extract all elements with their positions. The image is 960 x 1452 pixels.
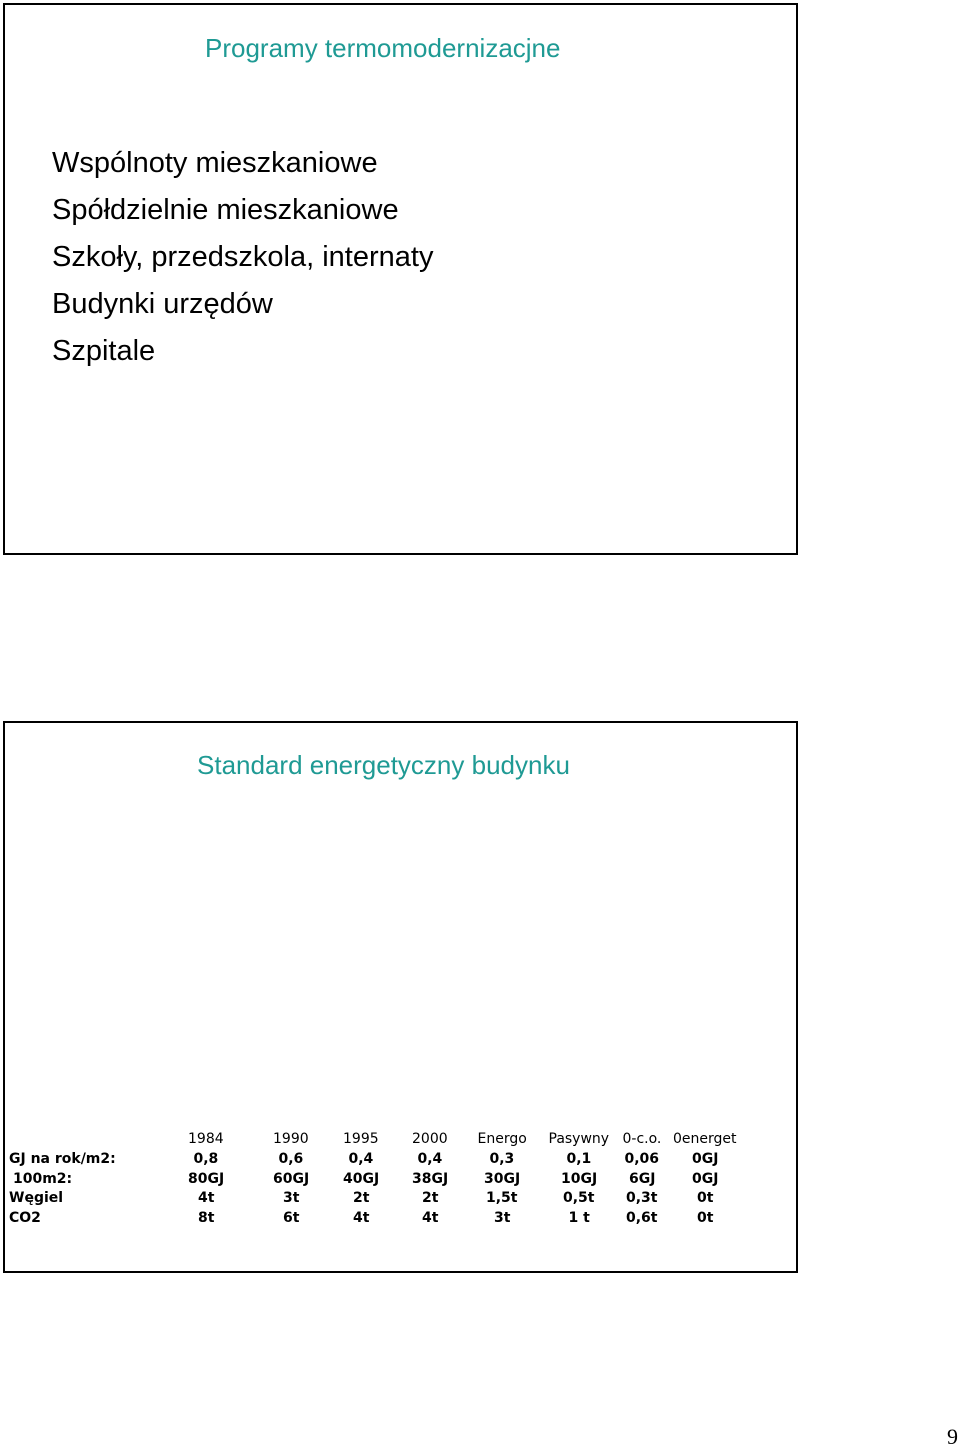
list-item: Szpitale bbox=[52, 335, 156, 367]
list-item: Wspólnoty mieszkaniowe bbox=[52, 147, 378, 179]
table-cell: 0,3t bbox=[626, 1190, 658, 1206]
table-cell: 0,6t bbox=[626, 1210, 658, 1226]
table-cell: 10GJ bbox=[561, 1171, 598, 1187]
table-cell: 0,4 bbox=[417, 1151, 443, 1167]
table-cell: 0,4 bbox=[348, 1151, 374, 1167]
row-label: Węgiel bbox=[9, 1190, 64, 1206]
table-cell: 0,6 bbox=[278, 1151, 304, 1167]
table-cell: 60GJ bbox=[273, 1171, 310, 1187]
table-cell: 6t bbox=[283, 1210, 300, 1226]
table-cell: 4t bbox=[198, 1190, 215, 1206]
column-header: 2000 bbox=[412, 1131, 448, 1147]
table-cell: 0,06 bbox=[624, 1151, 660, 1167]
list-item: Budynki urzędów bbox=[52, 288, 273, 320]
table-cell: 0t bbox=[697, 1190, 714, 1206]
table-cell: 0,8 bbox=[193, 1151, 219, 1167]
column-header: 1990 bbox=[273, 1131, 309, 1147]
table-cell: 3t bbox=[494, 1210, 511, 1226]
column-header: Energo bbox=[477, 1131, 527, 1147]
column-header: Pasywny bbox=[548, 1131, 610, 1147]
table-cell: 0,1 bbox=[566, 1151, 592, 1167]
table-cell: 80GJ bbox=[188, 1171, 225, 1187]
bullet-list bbox=[52, 140, 433, 375]
row-label: 100m2: bbox=[13, 1171, 73, 1187]
table-cell: 40GJ bbox=[343, 1171, 380, 1187]
table-cell: 0t bbox=[697, 1210, 714, 1226]
energy-table bbox=[5, 723, 796, 1271]
table-cell: 4t bbox=[422, 1210, 439, 1226]
slide-standard bbox=[3, 721, 798, 1273]
slide-title: Programy termomodernizacjne bbox=[205, 33, 561, 63]
column-header: 1984 bbox=[188, 1131, 224, 1147]
table-cell: 4t bbox=[353, 1210, 370, 1226]
table-cell: 2t bbox=[422, 1190, 439, 1206]
table-cell: 8t bbox=[198, 1210, 215, 1226]
table-cell: 0GJ bbox=[692, 1151, 719, 1167]
table-cell: 0,3 bbox=[489, 1151, 515, 1167]
table-cell: 30GJ bbox=[484, 1171, 521, 1187]
table-cell: 38GJ bbox=[412, 1171, 449, 1187]
table-cell: 1,5t bbox=[486, 1190, 518, 1206]
table-cell: 0,5t bbox=[563, 1190, 595, 1206]
page-number: 9 bbox=[947, 1424, 958, 1449]
table-cell: 3t bbox=[283, 1190, 300, 1206]
list-item: Spółdzielnie mieszkaniowe bbox=[52, 194, 399, 226]
row-label: GJ na rok/m2: bbox=[9, 1151, 116, 1167]
column-header: 0-c.o. bbox=[622, 1131, 662, 1147]
table-cell: 0GJ bbox=[692, 1171, 719, 1187]
list-item: Szkoły, przedszkola, internaty bbox=[52, 241, 434, 273]
table-cell: 1 t bbox=[568, 1210, 590, 1226]
column-header: 1995 bbox=[343, 1131, 379, 1147]
table-cell: 6GJ bbox=[629, 1171, 656, 1187]
column-header: 0energet bbox=[673, 1131, 737, 1147]
slide-programy bbox=[3, 3, 798, 555]
row-label: CO2 bbox=[9, 1210, 41, 1226]
slide-title: Standard energetyczny budynku bbox=[197, 750, 570, 780]
table-cell: 2t bbox=[353, 1190, 370, 1206]
